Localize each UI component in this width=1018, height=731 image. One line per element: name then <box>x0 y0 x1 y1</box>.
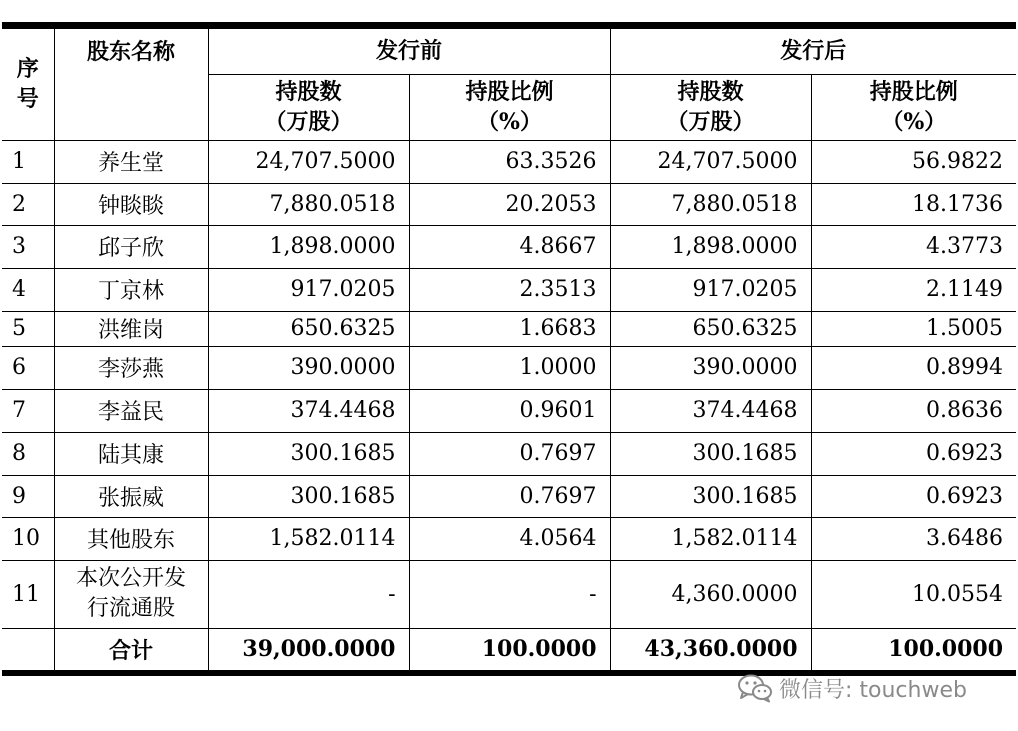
before-shares: 1,582.0114 <box>208 517 409 560</box>
row-number: 9 <box>2 475 54 517</box>
shareholder-name: 本次公开发 行流通股 <box>54 560 208 628</box>
table-row <box>2 140 1016 183</box>
header-before-shares: 持股数 （万股） <box>208 74 409 140</box>
before-shares: 300.1685 <box>208 432 409 475</box>
before-ratio: 2.3513 <box>409 268 610 311</box>
after-shares: 1,898.0000 <box>610 225 811 268</box>
after-shares: 390.0000 <box>610 346 811 389</box>
before-ratio: 4.0564 <box>409 517 610 560</box>
before-shares: 1,898.0000 <box>208 225 409 268</box>
before-shares: 390.0000 <box>208 346 409 389</box>
before-ratio: 63.3526 <box>409 140 610 183</box>
after-shares: 650.6325 <box>610 311 811 346</box>
after-ratio: 2.1149 <box>811 268 1016 311</box>
table-row <box>2 560 1016 628</box>
row-number: 5 <box>2 311 54 346</box>
after-shares: 300.1685 <box>610 475 811 517</box>
before-shares: 374.4468 <box>208 389 409 432</box>
before-ratio: 1.6683 <box>409 311 610 346</box>
after-ratio: 1.5005 <box>811 311 1016 346</box>
table-row <box>2 389 1016 432</box>
header-before-group: 发行前 <box>208 29 610 74</box>
after-shares: 374.4468 <box>610 389 811 432</box>
after-shares: 7,880.0518 <box>610 183 811 225</box>
after-shares: 300.1685 <box>610 432 811 475</box>
before-shares: - <box>208 560 409 628</box>
table-header <box>2 29 1016 140</box>
total-before-ratio: 100.0000 <box>409 628 610 670</box>
table-top-rule <box>2 22 1016 29</box>
header-after-shares: 持股数 （万股） <box>610 74 811 140</box>
row-number: 7 <box>2 389 54 432</box>
header-after-ratio: 持股比例 （%） <box>811 74 1016 140</box>
table-row <box>2 432 1016 475</box>
table-row <box>2 475 1016 517</box>
before-ratio: 0.7697 <box>409 432 610 475</box>
total-row <box>2 628 1016 670</box>
total-label: 合计 <box>54 628 208 670</box>
table-row <box>2 268 1016 311</box>
total-spacer <box>2 628 54 670</box>
row-number: 3 <box>2 225 54 268</box>
wechat-icon <box>737 673 773 703</box>
total-after-ratio: 100.0000 <box>811 628 1016 670</box>
after-ratio: 56.9822 <box>811 140 1016 183</box>
after-ratio: 0.6923 <box>811 432 1016 475</box>
before-shares: 24,707.5000 <box>208 140 409 183</box>
header-name: 股东名称 <box>54 29 208 140</box>
header-after-group: 发行后 <box>610 29 1016 74</box>
shareholder-name: 邱子欣 <box>54 225 208 268</box>
shareholder-name: 洪维岗 <box>54 311 208 346</box>
after-shares: 24,707.5000 <box>610 140 811 183</box>
total-after-shares: 43,360.0000 <box>610 628 811 670</box>
shareholder-name: 其他股东 <box>54 517 208 560</box>
after-ratio: 3.6486 <box>811 517 1016 560</box>
before-ratio: 4.8667 <box>409 225 610 268</box>
row-number: 11 <box>2 560 54 628</box>
after-shares: 917.0205 <box>610 268 811 311</box>
shareholder-table <box>2 29 1016 670</box>
watermark <box>737 671 967 705</box>
before-shares: 300.1685 <box>208 475 409 517</box>
header-before-ratio: 持股比例 （%） <box>409 74 610 140</box>
watermark-text: 微信号: touchweb <box>779 677 967 703</box>
after-ratio: 0.8994 <box>811 346 1016 389</box>
header-row-groups <box>2 29 1016 74</box>
table-row <box>2 346 1016 389</box>
before-ratio: - <box>409 560 610 628</box>
before-shares: 7,880.0518 <box>208 183 409 225</box>
row-number: 10 <box>2 517 54 560</box>
table-row <box>2 183 1016 225</box>
row-number: 1 <box>2 140 54 183</box>
after-ratio: 4.3773 <box>811 225 1016 268</box>
after-ratio: 0.6923 <box>811 475 1016 517</box>
after-ratio: 18.1736 <box>811 183 1016 225</box>
table-row <box>2 225 1016 268</box>
before-ratio: 0.7697 <box>409 475 610 517</box>
shareholder-name: 陆其康 <box>54 432 208 475</box>
table-row <box>2 311 1016 346</box>
before-ratio: 0.9601 <box>409 389 610 432</box>
before-shares: 650.6325 <box>208 311 409 346</box>
table-row <box>2 517 1016 560</box>
before-ratio: 1.0000 <box>409 346 610 389</box>
total-before-shares: 39,000.0000 <box>208 628 409 670</box>
after-shares: 1,582.0114 <box>610 517 811 560</box>
after-ratio: 0.8636 <box>811 389 1016 432</box>
before-ratio: 20.2053 <box>409 183 610 225</box>
row-number: 4 <box>2 268 54 311</box>
row-number: 2 <box>2 183 54 225</box>
shareholder-name: 李莎燕 <box>54 346 208 389</box>
shareholder-name: 李益民 <box>54 389 208 432</box>
header-seq: 序号 <box>2 29 54 140</box>
after-ratio: 10.0554 <box>811 560 1016 628</box>
row-number: 6 <box>2 346 54 389</box>
shareholder-name: 丁京林 <box>54 268 208 311</box>
before-shares: 917.0205 <box>208 268 409 311</box>
shareholder-name: 养生堂 <box>54 140 208 183</box>
shareholder-name: 钟睒睒 <box>54 183 208 225</box>
shareholder-name: 张振威 <box>54 475 208 517</box>
table-body <box>2 140 1016 670</box>
after-shares: 4,360.0000 <box>610 560 811 628</box>
row-number: 8 <box>2 432 54 475</box>
